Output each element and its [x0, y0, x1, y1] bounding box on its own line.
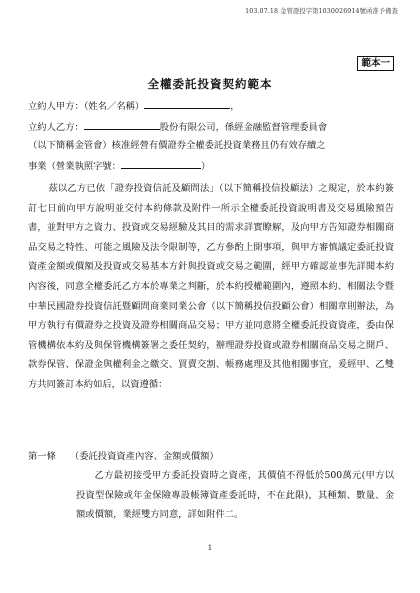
party-b-line-1 — [28, 120, 398, 134]
page-number: 1 — [207, 544, 213, 552]
article-1-title: （委託投資資產內容、金額或價額） — [69, 451, 219, 462]
license-suffix: ） — [200, 161, 211, 172]
article-1-body — [76, 466, 394, 525]
party-b-suffix: 股份有限公司，係經金融監督管理委員會 — [159, 122, 328, 133]
article-1-text: 乙方最初接受甲方委託投資時之資產，其價值不得低於500萬元(甲方以投資型保險或年金保險專設帳簿資產委託時，不在此限)，其種類、數量、金額或價額，業經雙方同意，詳如附件二。 — [76, 470, 394, 521]
party-a-line — [28, 99, 398, 113]
preamble-text: 茲以乙方已依「證券投資信託及顧問法」（以下簡稱投信投顧法）之規定，於本約簽訂七日前向甲方說明並交付本約條款及附件一所示全權委託投資說明書及交易風險預告書，並對甲方之資力、投資或交易經驗及其目的需求詳實瞭解，及向甲方告知證券相關商品交易之特性、可能之風險及法令限制等，乙方參酌上開事項，與甲方審慎議定委託投資資產金額或價額及投資或交易基本方針與投資或交易之範圍，經甲方確認並事先詳閱本約內容後，同意全權委託乙方本於專業之判斷，於本約授權範圍內，遵照本約、相關法令暨中華民國證券投資信託暨顧問商業同業公會（以下簡稱投信投顧公會）相關章則辦法，為甲方執行有價證券之投資及證券相關商品交易；甲方並同意將全權委託投資資產，委由保管機構依本約及與保管機構簽署之委任契約，辦理證券投資或證券相關商品交易之開戶、款券保管、保證金與權利金之繳交、買賣交割、帳務處理及其他相關事宜，爰經甲、乙雙方共同簽訂本約如后，以資遵循： — [28, 183, 394, 390]
page-title: 全權委託投資契約範本 — [147, 77, 273, 91]
license-prefix: 事業（營業執照字號： — [28, 161, 121, 172]
article-1-number: 第一條 — [28, 451, 56, 462]
header-note: 103.07.18 金管證投字第1030026914號函准予備查 — [245, 8, 398, 15]
license-blank — [121, 159, 201, 169]
party-b-blank — [84, 120, 160, 130]
party-a-blank — [144, 99, 230, 109]
party-b-line-2: （以下簡稱金管會）核准經營有價證券全權委託投資業務且仍有效存續之 — [28, 140, 326, 151]
party-a-prefix: 立約人甲方：（姓名／名稱） — [28, 101, 145, 112]
preamble-block — [28, 179, 394, 395]
party-a-suffix: ， — [230, 101, 240, 112]
version-badge: 範本一 — [357, 56, 394, 71]
party-b-line-3 — [28, 159, 398, 173]
party-b-prefix: 立約人乙方： — [28, 122, 84, 133]
article-1-heading — [28, 448, 219, 462]
